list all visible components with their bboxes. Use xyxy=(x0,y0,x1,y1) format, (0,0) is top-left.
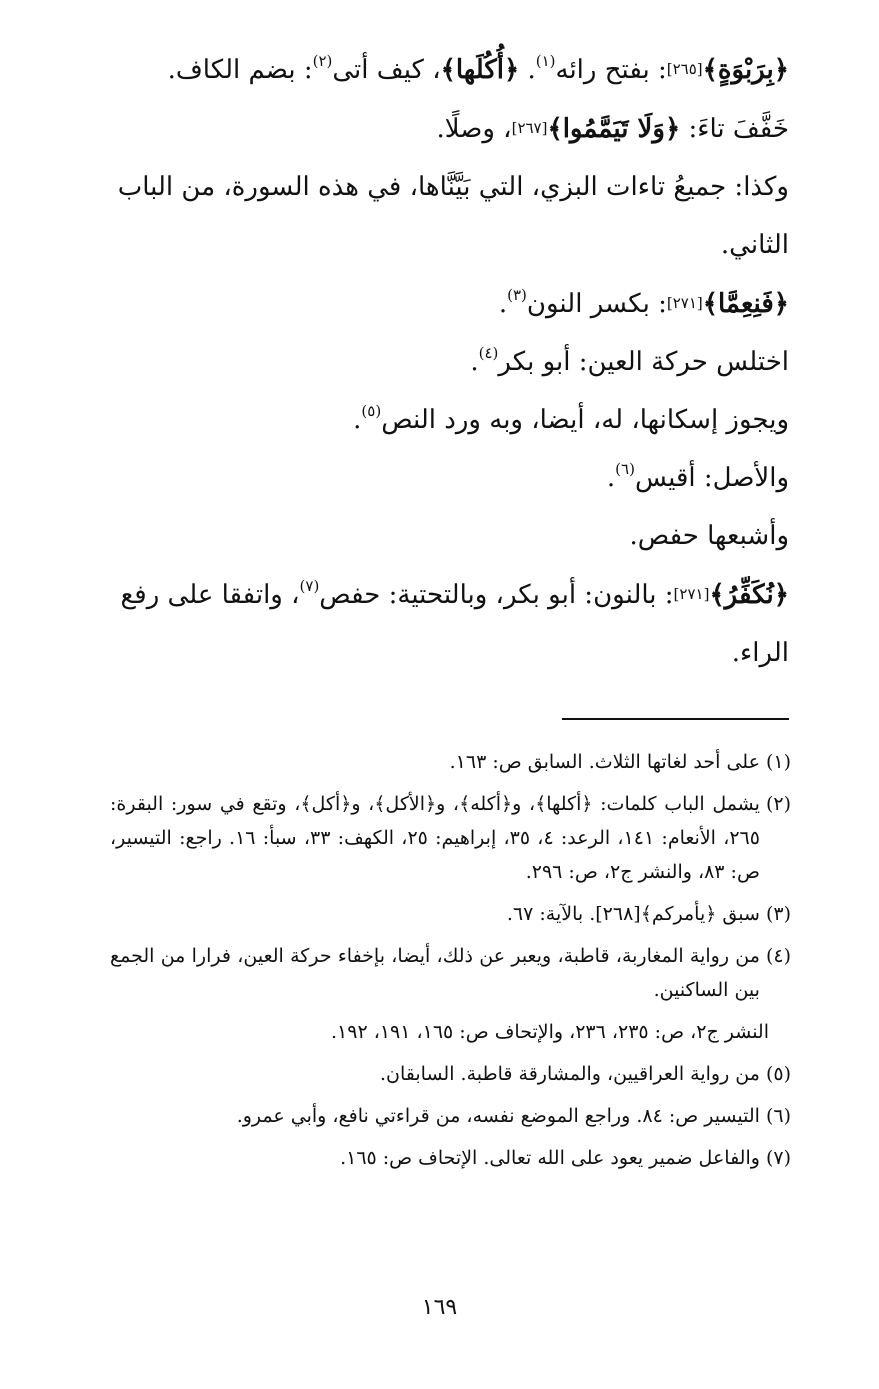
quran-word: ﴿نُكَفِّرُ﴾ xyxy=(709,580,789,610)
footnote-4-continuation: النشر ج٢، ص: ٢٣٥، ٢٣٦، والإتحاف ص: ١٦٥، ١٩١، ١٩٢. xyxy=(331,1021,769,1043)
footnote-marker[interactable]: (٤) xyxy=(478,344,499,362)
text-span: . xyxy=(353,405,362,435)
paragraph-niimma xyxy=(108,274,789,333)
paragraph-nukaffir xyxy=(108,565,789,682)
page-number: ١٦٩ xyxy=(421,1295,458,1320)
footnote-marker[interactable]: (١) xyxy=(535,52,556,70)
text-span: : بالنون: أبو بكر، وبالتحتية: حفص xyxy=(319,580,674,610)
text-span: : بفتح رائه xyxy=(555,55,667,85)
text-span: خَفَّفَ تاءَ: xyxy=(680,114,789,144)
text-span: وأشبعها حفص. xyxy=(629,521,789,551)
footnote-text: سبق ﴿يأمركم﴾[٢٦٨]. بالآية: ٦٧. xyxy=(506,903,760,925)
footnote-number: (٥) xyxy=(765,1063,791,1085)
footnote-number: (٧) xyxy=(765,1147,791,1169)
text-span: . xyxy=(470,347,479,377)
paragraph-iskan xyxy=(108,391,789,449)
text-span: ، كيف أتى xyxy=(332,55,441,85)
paragraph-asl xyxy=(108,449,789,507)
footnote-number: (٢) xyxy=(765,793,791,815)
text-span: . xyxy=(606,463,616,493)
footnote-marker[interactable]: (٦) xyxy=(615,460,635,478)
text-span: اختلس حركة العين: أبو بكر xyxy=(498,347,789,377)
footnote-2 xyxy=(110,787,791,889)
footnote-text: على أحد لغاتها الثلاث. السابق ص: ١٦٣. xyxy=(449,751,760,773)
footnote-text: التيسير ص: ٨٤. وراجع الموضع نفسه، من قراءتي نافع، وأبي عمرو. xyxy=(236,1105,760,1127)
footnote-6 xyxy=(110,1099,791,1133)
footnote-number: (٣) xyxy=(765,903,791,925)
footnote-marker[interactable]: (٥) xyxy=(361,402,382,420)
footnote-number: (٦) xyxy=(765,1105,791,1127)
quran-word: ﴿وَلَا تَيَمَّمُوا﴾ xyxy=(547,114,681,144)
text-span: . xyxy=(519,55,536,85)
footnote-4 xyxy=(110,939,791,1007)
verse-ref: [٢٦٧] xyxy=(511,119,548,137)
quran-word: ﴿فَنِعِمَّا﴾ xyxy=(702,289,789,319)
paragraph-ikhtilas xyxy=(108,333,789,391)
footnote-text: من رواية المغاربة، قاطبة، ويعبر عن ذلك، أيضا، بإخفاء حركة العين، فرارا من الجمع بين الساكنين. xyxy=(110,945,760,1001)
verse-ref: [٢٧١] xyxy=(666,294,703,312)
text-span: : بضم الكاف. xyxy=(167,55,313,85)
paragraph-tayammamu xyxy=(108,99,789,158)
footnote-text: يشمل الباب كلمات: ﴿أكلها﴾، و﴿أكله﴾، و﴿الأكل﴾، و﴿أكل﴾، وتقع في سور: البقرة: ٢٦٥، الأنعام: ١٤١، الرعد: ٤، ٣٥، إبراهيم: ٢٥، الكهف: ٣٣، سبأ: ١٦. راجع: التيسير، ص: ٨٣، والنشر ج٢، ص: ٢٩٦. xyxy=(110,793,760,883)
text-span: وكذا: جميعُ تاءات البزي، التي بَيَّنَّاها، في هذه السورة، من الباب الثاني. xyxy=(117,172,789,260)
text-span: : بكسر النون xyxy=(526,289,667,319)
footnote-7 xyxy=(110,1141,791,1175)
footnote-5 xyxy=(110,1057,791,1091)
paragraph-bazzi xyxy=(108,158,789,274)
text-span: ويجوز إسكانها، له، أيضا، وبه ورد النص xyxy=(381,405,789,435)
paragraph-ishba xyxy=(108,507,789,565)
footnotes-section xyxy=(110,745,791,1183)
footnote-marker[interactable]: (٧) xyxy=(299,577,320,595)
footnote-text: والفاعل ضمير يعود على الله تعالى. الإتحاف ص: ١٦٥. xyxy=(340,1147,760,1169)
footnote-separator xyxy=(562,718,789,720)
verse-ref: [٢٧١] xyxy=(673,585,710,603)
text-span: . xyxy=(498,289,508,319)
verse-ref: [٢٦٥] xyxy=(666,60,703,78)
footnote-1 xyxy=(110,745,791,779)
footnote-marker[interactable]: (٢) xyxy=(312,52,333,70)
quran-word: ﴿بِرَبْوَةٍ﴾ xyxy=(702,55,789,85)
footnote-number: (١) xyxy=(765,751,791,773)
footnote-text: من رواية العراقيين، والمشارقة قاطبة. السابقان. xyxy=(380,1063,760,1085)
text-span: والأصل: أقيس xyxy=(634,463,789,493)
text-span: ، واتفقا على رفع الراء. xyxy=(120,580,789,668)
footnote-number: (٤) xyxy=(765,945,791,967)
text-span: ، وصلًا. xyxy=(436,114,512,144)
footnote-marker[interactable]: (٣) xyxy=(507,286,527,304)
footnote-3 xyxy=(110,897,791,931)
main-text xyxy=(108,40,789,682)
paragraph-rabwah xyxy=(108,40,789,99)
quran-word: ﴿أُكُلَها﴾ xyxy=(440,55,520,85)
